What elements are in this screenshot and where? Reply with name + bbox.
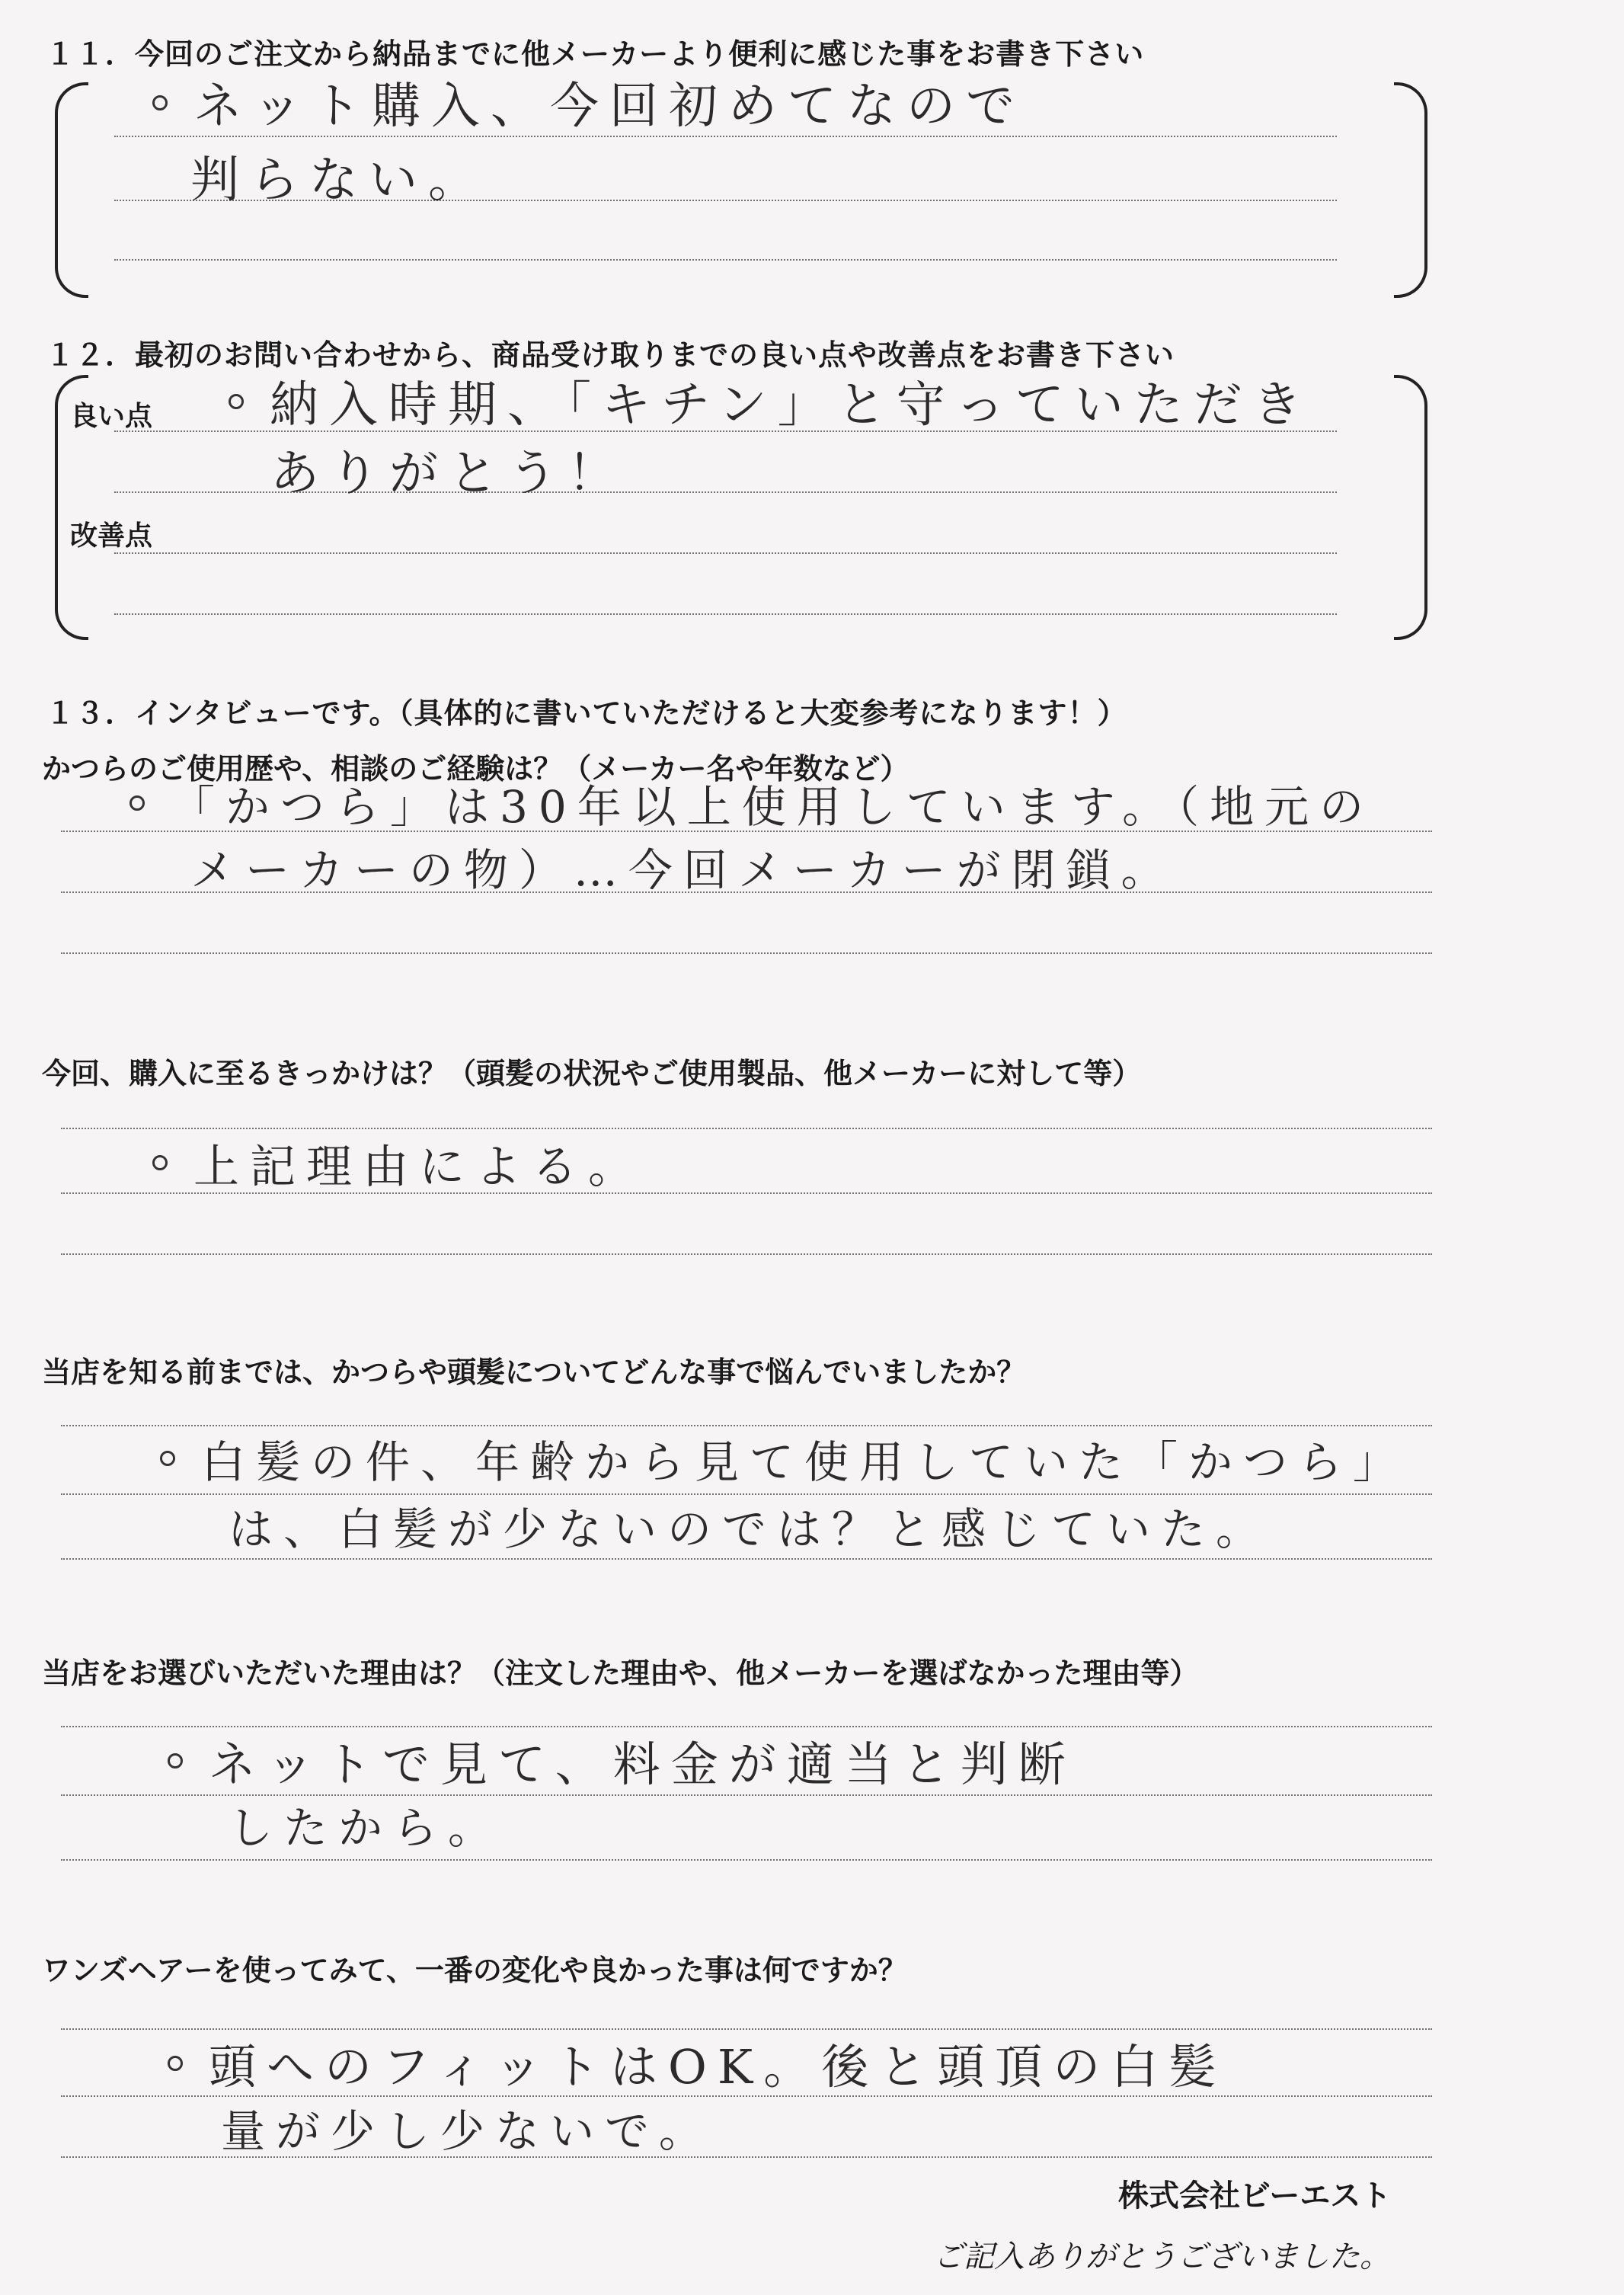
q13-sub3-rule-2: [61, 1493, 1432, 1495]
q13-sub4-rule-1: [61, 1726, 1432, 1727]
q13-sub5-answer-line-2: 量が少し少ないで。: [221, 2105, 714, 2157]
q13-sub4-answer-line-1: ネットで見て、料金が適当と判断: [168, 1741, 1076, 1788]
q11-answer-line-2: 判らない。: [190, 152, 488, 209]
q13-sub2-answer-line-1: 上記理由による。: [152, 1144, 644, 1190]
q11-bracket-left: [55, 82, 88, 298]
q13-sub3-answer-line-2: は、白髪が少ないのでは？と感じていた。: [229, 1503, 1271, 1555]
bullet-icon: [152, 95, 168, 110]
q13-sub5-answer-line-1: 頭へのフィットはOK。後と頭頂の白髪: [168, 2044, 1226, 2091]
q13-sub3-answer-line-1: 白髪の件、年齢から見て使用していた「かつら」: [160, 1440, 1408, 1484]
q11-answer-line-1: ネット購入、今回初めてなので: [152, 82, 1025, 131]
q13-sub1-answer-line-1: 「かつら」は30年以上使用しています。（地元の: [129, 785, 1374, 829]
q12-good-line-2: ありがとう！: [270, 446, 627, 502]
footer-company-name: 株式会社ビーエスト: [1118, 2178, 1392, 2213]
q11-title: １１．今回のご注文から納品までに他メーカーより便利に感じた事をお書き下さい: [46, 37, 1145, 71]
bullet-icon: [129, 795, 145, 811]
q13-sub3-question: 当店を知る前までは、かつらや頭髪についてどんな事で悩んでいましたか？: [42, 1356, 1026, 1389]
q11-rule-3: [114, 259, 1337, 261]
q11-rule-1: [114, 136, 1337, 137]
q12-title: １２．最初のお問い合わせから、商品受け取りまでの良い点や改善点をお書き下さい: [46, 338, 1175, 372]
q13-sub3-rule-1: [61, 1425, 1432, 1426]
q12-rule-3: [114, 552, 1337, 554]
q13-title: １３．インタビューです。（具体的に書いていただけると大変参考になります！）: [46, 696, 1127, 730]
q13-sub1-answer-line-2: メーカーの物）…今回メーカーが閉鎖。: [190, 844, 1176, 896]
q11-bracket-right: [1394, 82, 1427, 298]
q13-sub5-rule-2: [61, 2095, 1432, 2097]
bullet-icon: [168, 1753, 183, 1768]
q12-bracket-right: [1394, 375, 1427, 640]
bullet-icon: [168, 2056, 183, 2071]
q13-sub1-rule-3: [61, 952, 1432, 954]
q13-sub2-rule-3: [61, 1253, 1432, 1255]
bullet-icon: [229, 394, 244, 409]
q13-sub2-question: 今回、購入に至るきっかけは？（頭髪の状況やご使用製品、他メーカーに対して等）: [42, 1057, 1142, 1090]
q12-rule-4: [114, 613, 1337, 615]
q13-sub5-rule-1: [61, 2028, 1432, 2030]
q12-good-label: 良い点: [70, 401, 153, 432]
q13-sub4-answer-line-2: したから。: [229, 1802, 504, 1854]
q13-sub1-question: かつらのご使用歴や、相談のご経験は？（メーカー名や年数など）: [42, 752, 910, 786]
q13-sub5-question: ワンズヘアーを使ってみて、一番の変化や良かった事は何ですか？: [42, 1954, 907, 1987]
q13-sub2-rule-1: [61, 1128, 1432, 1129]
q13-sub3-rule-3: [61, 1558, 1432, 1560]
q13-sub4-rule-2: [61, 1794, 1432, 1796]
footer-thanks-message: ご記入ありがとうございました。: [933, 2239, 1390, 2274]
q12-good-line-1: 納入時期、「キチン」と守っていただき: [229, 381, 1312, 430]
bullet-icon: [152, 1155, 168, 1170]
q12-improve-label: 改善点: [70, 520, 153, 552]
q13-sub4-rule-3: [61, 1859, 1432, 1861]
bullet-icon: [160, 1451, 175, 1466]
q13-sub4-question: 当店をお選びいただいた理由は？（注文した理由や、他メーカーを選ばなかった理由等）: [42, 1656, 1199, 1690]
